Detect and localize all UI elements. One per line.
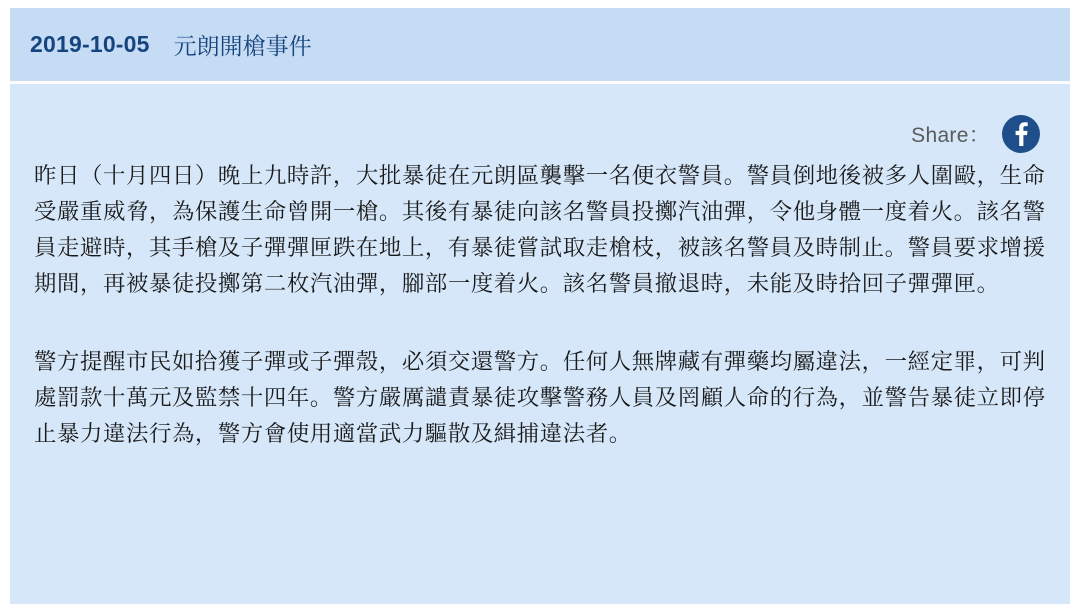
article-paragraph-2: 警方提醒市民如拾獲子彈或子彈殼，必須交還警方。任何人無牌藏有彈藥均屬違法，一經定罪，可判處罰款十萬元及監禁十四年。警方嚴厲譴責暴徒攻擊警務人員及罔顧人命的行為，並警告暴徒立即停止暴力違法行為，警方會使用適當武力驅散及緝捕違法者。	[34, 349, 1046, 447]
news-header	[10, 8, 1070, 84]
news-card	[10, 8, 1070, 604]
news-title: 元朗開槍事件	[173, 34, 312, 60]
article-paragraph-1: 昨日（十月四日）晚上九時許，大批暴徒在元朗區襲擊一名便衣警員。警員倒地後被多人圍毆，生命受嚴重威脅，為保護生命曾開一槍。其後有暴徒向該名警員投擲汽油彈，令他身體一度着火。該名警員走避時，其手槍及子彈彈匣跌在地上，有暴徒嘗試取走槍枝，被該名警員及時制止。警員要求增援期間，再被暴徒投擲第二枚汽油彈，腳部一度着火。該名警員撤退時，未能及時拾回子彈彈匣。	[34, 163, 1046, 297]
share-label: Share：	[911, 124, 990, 147]
facebook-icon	[1013, 122, 1029, 146]
news-date: 2019-10-05	[30, 31, 150, 57]
facebook-share-button[interactable]	[1002, 115, 1040, 153]
share-bar	[911, 115, 1040, 153]
article-body	[34, 158, 1050, 452]
